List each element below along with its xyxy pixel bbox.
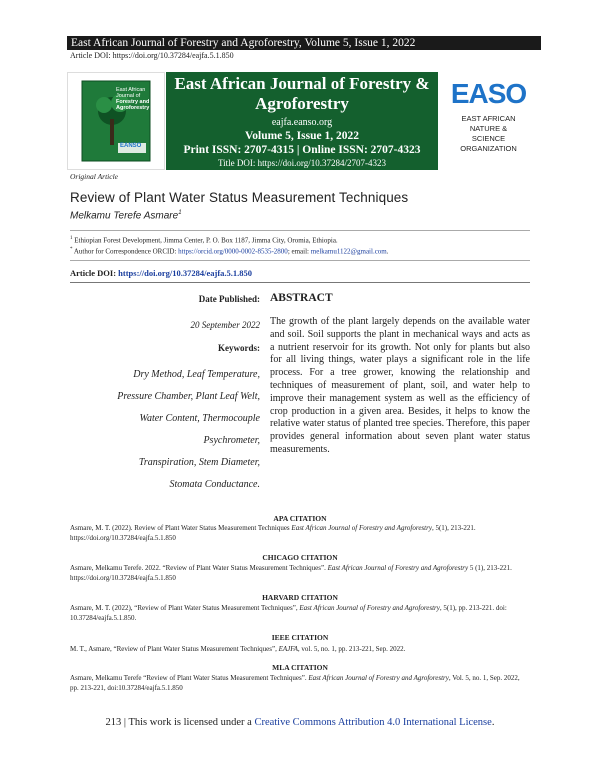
citation-rest: , 5(1), pp. 213-221. doi: 10.37284/eajfa.5.1.850.: [70, 604, 507, 622]
org-name-line2: NATURE &: [469, 124, 508, 133]
article-doi-label: Article DOI:: [70, 268, 119, 278]
chicago-citation: [70, 563, 530, 583]
keyword-line: Psychrometer,: [203, 435, 260, 446]
orcid-link[interactable]: https://orcid.org/0000-0002-8535-2800: [178, 247, 288, 256]
harvard-citation-heading: HARVARD CITATION: [262, 593, 338, 602]
org-name-line1: EAST AFRICAN: [461, 114, 516, 123]
journal-website[interactable]: eajfa.eanso.org: [271, 117, 333, 128]
license-link[interactable]: Creative Commons Attribution 4.0 International License: [254, 717, 492, 728]
easo-logo-icon: EASO: [450, 78, 527, 109]
article-doi: [70, 268, 252, 278]
apa-citation: [70, 523, 530, 543]
journal-volume: Volume 5, Issue 1, 2022: [245, 130, 359, 142]
affiliation-text: Ethiopian Forest Development, Jimma Center, P. O. Box 1187, Jimma City, Oromia, Ethiopia.: [74, 236, 338, 245]
journal-header-bar: East African Journal of Forestry and Agroforestry, Volume 5, Issue 1, 2022: [67, 36, 541, 50]
organization-logo: [440, 72, 537, 170]
divider-middle: [70, 260, 530, 261]
citation-journal: East African Journal of Forestry and Agroforestry: [291, 524, 432, 532]
org-name-line3: SCIENCE: [471, 134, 506, 143]
keyword-line: Transpiration, Stem Diameter,: [138, 457, 260, 468]
journal-title-block: [166, 72, 438, 170]
author-name: Melkamu Terefe Asmare: [70, 210, 179, 222]
citation-text: Asmare, M. T. (2022), “Review of Plant Water Status Measurement Techniques”,: [70, 604, 300, 612]
email-label: ; email:: [287, 247, 311, 256]
email-suffix: .: [386, 247, 389, 256]
apa-citation-heading: APA CITATION: [273, 514, 327, 523]
cover-title-line1: East African Journal of: [116, 87, 146, 99]
author-superscript: 1: [178, 210, 182, 216]
journal-issn: Print ISSN: 2707-4315 | Online ISSN: 2707-4323: [183, 144, 421, 156]
keyword-line: Water Content, Thermocouple: [139, 413, 260, 424]
chicago-citation-heading: CHICAGO CITATION: [262, 553, 338, 562]
ieee-citation: [70, 644, 530, 654]
org-name-line4: ORGANIZATION: [460, 144, 517, 153]
abstract-text: The growth of the plant largely depends on the available water and soil. Soil supports the plant in mechanical ways and acts as a nutrient reservoir for its growth. Not only for plants but also for all living things, water plays a significant role in the life process. For a tree grower, knowing the relationship and techniques of measurement of plant, soil, and water help to improve their management system as well as the efficiency of crop production in a given area. Besides, it helps to know the relative water status of planted tree species. Therefore, this paper provides general information about seven plant water status measurements.: [270, 316, 530, 455]
article-type: Original Article: [70, 172, 118, 181]
journal-banner: [67, 72, 537, 170]
harvard-citation: [70, 603, 530, 623]
abstract-heading: ABSTRACT: [270, 292, 333, 304]
citation-rest: 5 (1), 213-221. https://doi.org/10.37284/eajfa.5.1.850: [70, 564, 512, 582]
article-doi-link[interactable]: https://doi.org/10.37284/eajfa.5.1.850: [118, 268, 253, 278]
ieee-citation-heading: IEEE CITATION: [271, 633, 329, 642]
mla-citation-heading: MLA CITATION: [272, 663, 328, 672]
citation-journal: East African Journal of Forestry and Agroforestry: [327, 564, 469, 572]
article-title: Review of Plant Water Status Measurement Techniques: [70, 190, 409, 205]
keyword-line: Dry Method, Leaf Temperature,: [133, 369, 260, 380]
keyword-line: Stomata Conductance.: [169, 479, 260, 490]
journal-title-doi[interactable]: Title DOI: https://doi.org/10.37284/2707-4323: [217, 158, 386, 168]
citation-journal: East African Journal of Forestry and Agroforestry: [308, 674, 449, 682]
affiliation-superscript: 1: [70, 236, 73, 241]
cover-logo: EANSO: [120, 143, 142, 149]
journal-cover-image: [67, 72, 165, 170]
journal-title-line2: Agroforestry: [255, 94, 349, 113]
correspondence-label: Author for Correspondence ORCID:: [73, 247, 179, 256]
cover-title-line2: Forestry and Agroforestry: [116, 99, 150, 111]
journal-title-line1: East African Journal of Forestry &: [174, 74, 430, 93]
footer-text: 213 | This work is licensed under a: [105, 717, 255, 728]
mla-citation: [70, 673, 530, 693]
citation-text: M. T., Asmare, “Review of Plant Water Status Measurement Techniques”,: [70, 645, 279, 653]
citation-text: Asmare, Melkamu Terefe. 2022. “Review of Plant Water Status Measurement Techniques”.: [70, 564, 328, 572]
divider-bottom: [70, 282, 530, 283]
citation-text: Asmare, Melkamu Terefe “Review of Plant Water Status Measurement Techniques”.: [70, 674, 309, 682]
citation-text: Asmare, M. T. (2022). Review of Plant Water Status Measurement Techniques: [70, 524, 292, 532]
citation-rest: , 5(1), 213-221. https://doi.org/10.37284/eajfa.5.1.850: [70, 524, 476, 542]
divider-top: [70, 230, 530, 231]
keyword-line: Pressure Chamber, Plant Leaf Welt,: [117, 391, 260, 402]
asterisk-icon: *: [70, 247, 73, 252]
date-published-label: Date Published:: [198, 294, 260, 304]
top-article-doi: Article DOI: https://doi.org/10.37284/eajfa.5.1.850: [70, 51, 234, 60]
article-author: [70, 210, 182, 221]
citation-rest: , Vol. 5, no. 1, Sep. 2022, pp. 213-221, doi:10.37284/eajfa.5.1.850: [70, 674, 520, 692]
correspondence: [70, 247, 389, 255]
keywords-label: Keywords:: [218, 343, 260, 353]
citation-journal: East African Journal of Forestry and Agroforestry: [299, 604, 440, 612]
citation-rest: , vol. 5, no. 1, pp. 213-221, Sep. 2022.: [297, 645, 406, 653]
page-footer: [0, 717, 600, 728]
date-published: 20 September 2022: [190, 320, 260, 330]
footer-suffix: .: [491, 717, 495, 728]
affiliation: [70, 236, 338, 244]
email-link[interactable]: melkamu1122@gmail.com: [310, 247, 387, 256]
citation-journal: EAJFA: [278, 645, 298, 653]
